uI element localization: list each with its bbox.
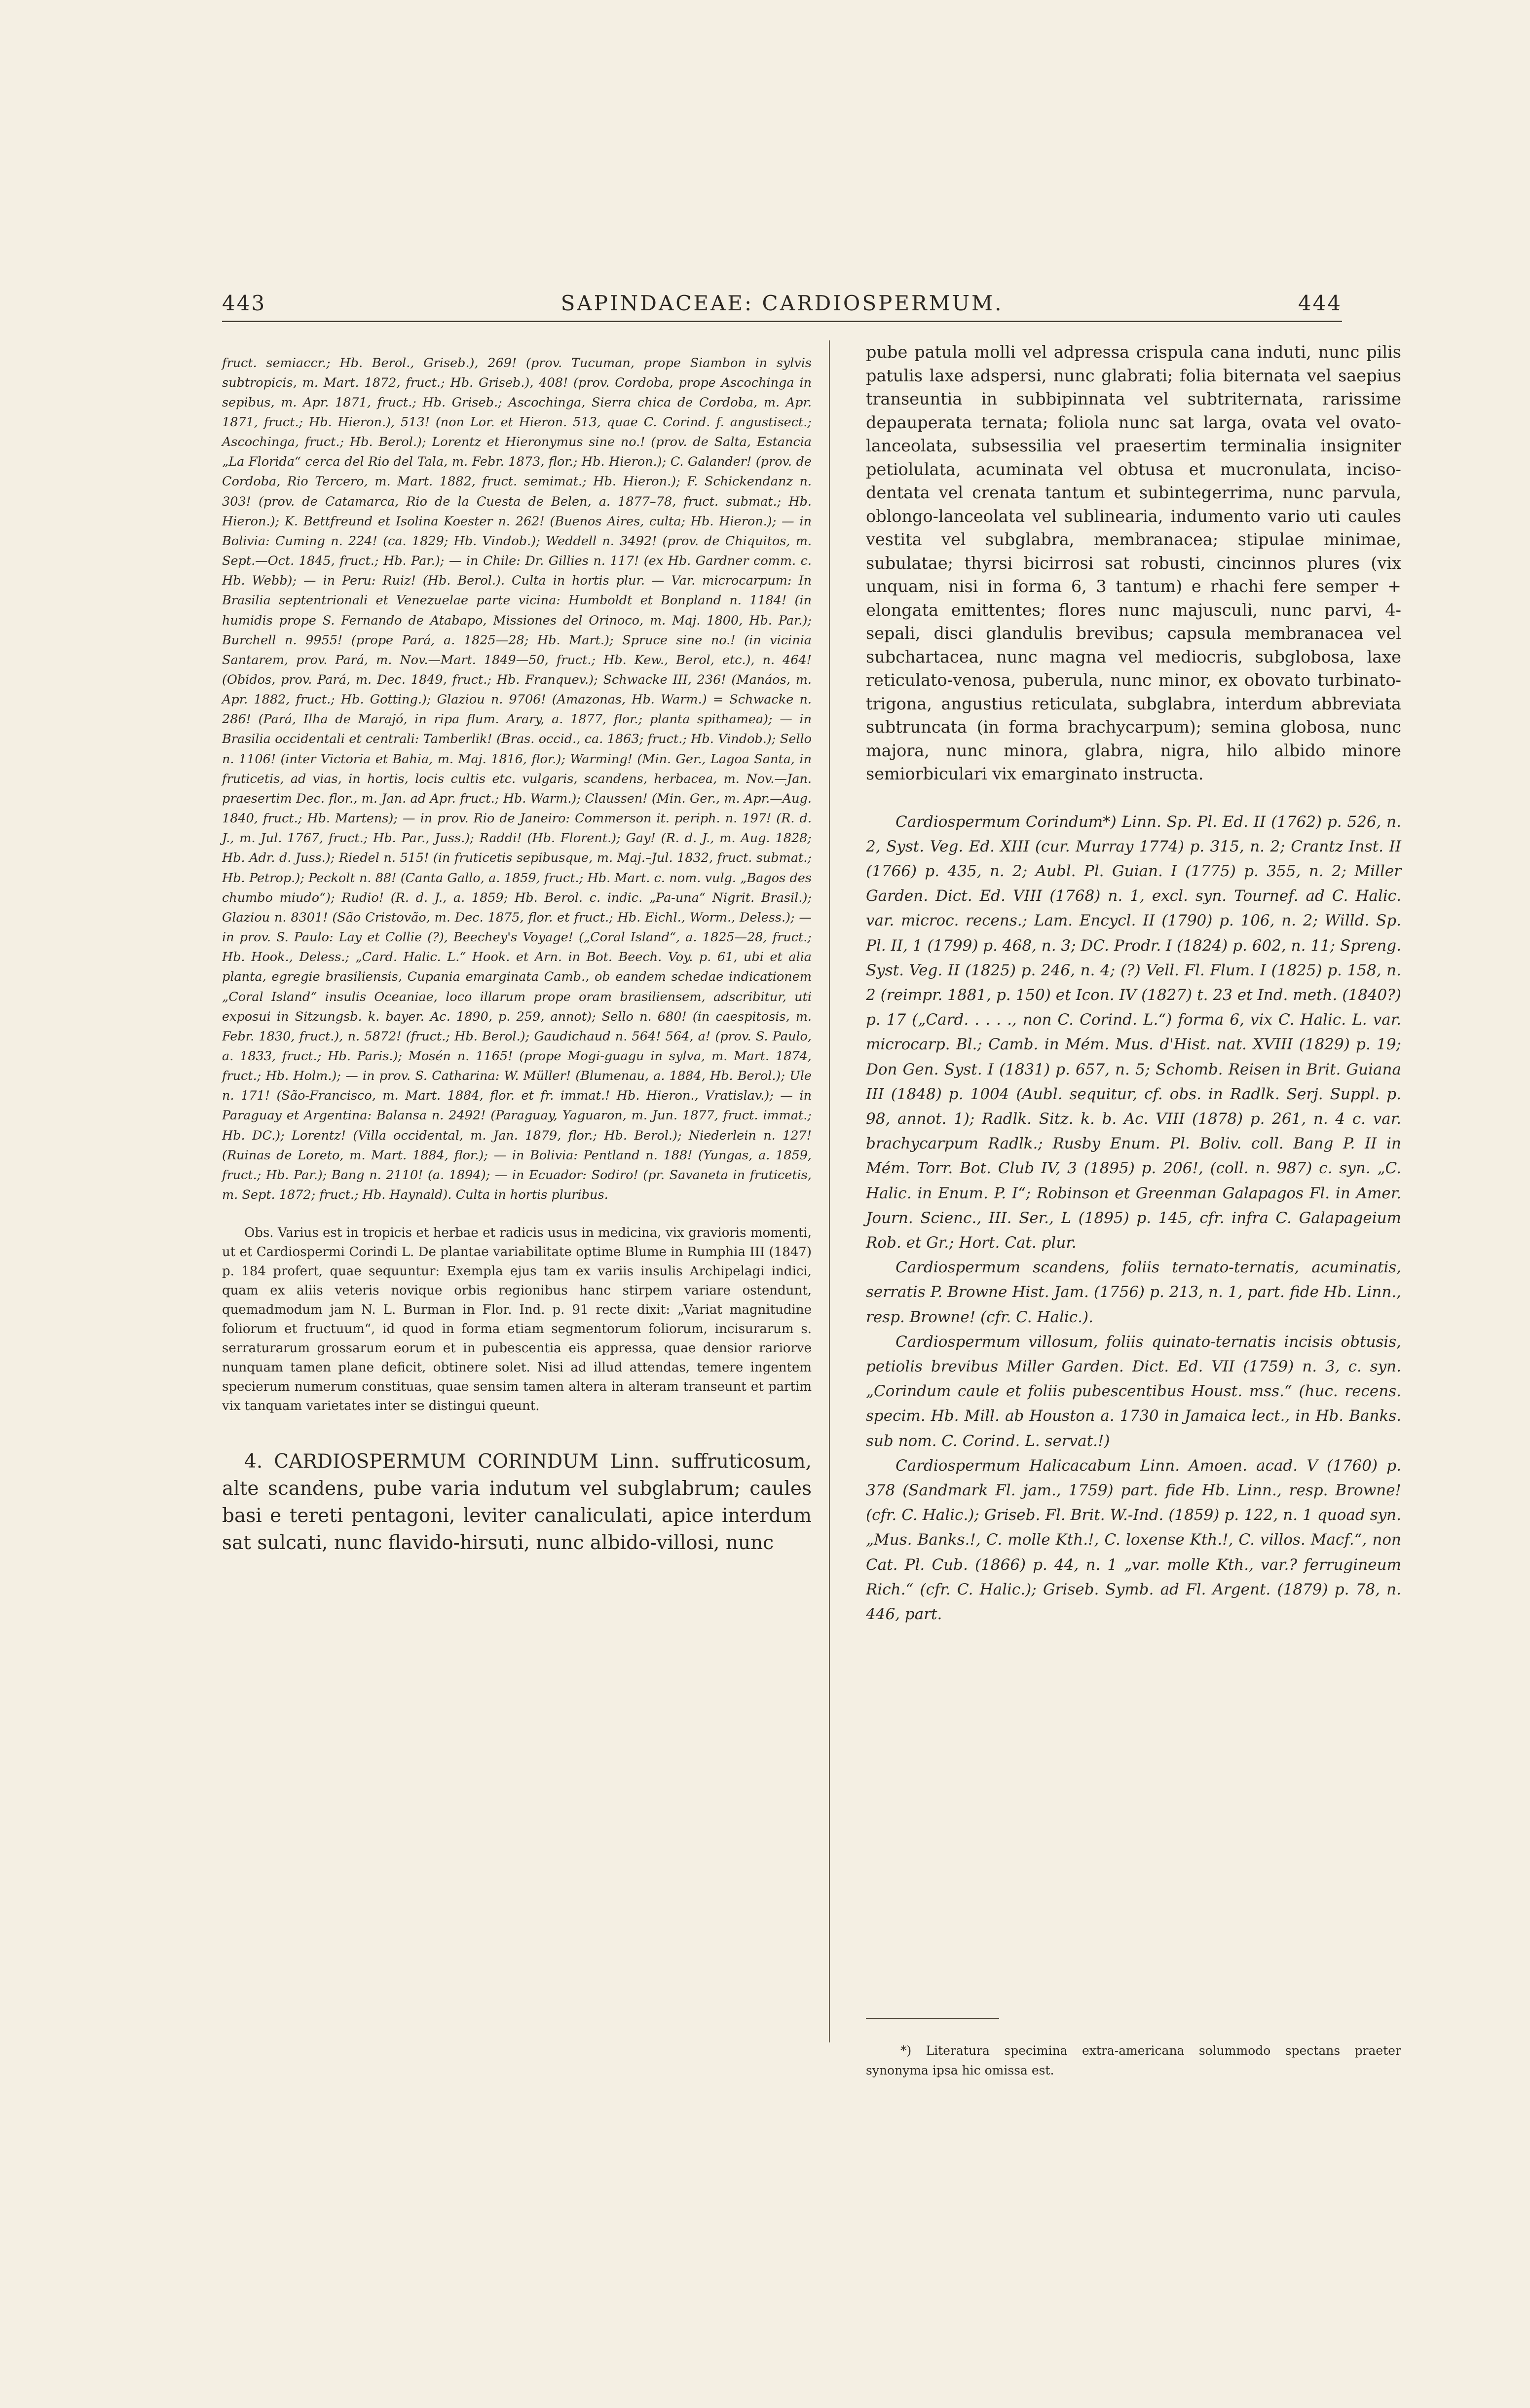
header-rule — [222, 321, 1342, 322]
localities-paragraph: fruct. semiaccr.; Hb. Berol., Griseb.), 269! (prov. Tucuman, prope Siambon in sylvis subtropicis, m. Mart. 1872, fruct.; Hb. Griseb.), 408! (prov. Cordoba, prope Ascochinga in sepibus, m. Apr. 1871, fruct.; Hb. Griseb.; Ascochinga, Sierra chica de Cordoba, m. Apr. 1871, fruct.; Hb. Hieron.), 513! (non Lor. et Hieron. 513, quae C. Corind. f. angustisect.; Ascochinga, fruct.; Hb. Berol.); Lorentz et Hieronymus sine no.! (prov. de Salta, Estancia „La Florida“ cerca del Rio del Tala, m. Febr. 1873, flor.; Hb. Hieron.); C. Galander! (prov. de Cordoba, Rio Tercero, m. Mart. 1882, fruct. semimat.; Hb. Hieron.); F. Schickendanz n. 303! (prov. de Catamarca, Rio de la Cuesta de Belen, a. 1877–78, fruct. submat.; Hb. Hieron.); K. Bettfreund et Isolina Koester n. 262! (Buenos Aires, culta; Hb. Hieron.); — in Bolivia: Cuming n. 224! (ca. 1829; Hb. Vindob.); Weddell n. 3492! (prov. de Chiquitos, m. Sept.—Oct. 1845, fruct.; Hb. Par.); — in Chile: Dr. Gillies n. 117! (ex Hb. Gardner comm. c. Hb. Webb); — in Peru: Ruiz! (Hb. Berol.). Culta in hortis plur. — Var. microcarpum: In Brasilia septentrionali et Venezuelae parte vicina: Humboldt et Bonpland n. 1184! (in humidis prope S. Fernando de Atabapo, Missiones del Orinoco, m. Maj. 1800, Hb. Par.); Burchell n. 9955! (prope Pará, a. 1825—28; Hb. Mart.); Spruce sine no.! (in vicinia Santarem, prov. Pará, m. Nov.—Mart. 1849—50, fruct.; Hb. Kew., Berol, etc.), n. 464! (Obidos, prov. Pará, m. Dec. 1849, fruct.; Hb. Franquev.); Schwacke III, 236! (Manáos, m. Apr. 1882, fruct.; Hb. Gotting.); Glaziou n. 9706! (Amazonas, Hb. Warm.) = Schwacke n. 286! (Pará, Ilha de Marajó, in ripa flum. Arary, a. 1877, flor.; planta spithamea); — in Brasilia occidentali et centrali: Tamberlik! (Bras. occid., ca. 1863; fruct.; Hb. Vindob.); Sello n. 1106! (inter Victoria et Bahia, m. Maj. 1816, flor.); Warming! (Min. Ger., Lagoa Santa, in fruticetis, ad vias, in hortis, locis cultis etc. vulgaris, scandens, herbacea, m. Nov.—Jan. praesertim Dec. flor., m. Jan. ad Apr. fruct.; Hb. Warm.); Claussen! (Min. Ger., m. Apr.—Aug. 1840, fruct.; Hb. Martens); — in prov. Rio de Janeiro: Commerson it. periph. n. 197! (R. d. J., m. Jul. 1767, fruct.; Hb. Par., Juss.); Raddi! (Hb. Florent.); Gay! (R. d. J., m. Aug. 1828; Hb. Adr. d. Juss.); Riedel n. 515! (in fruticetis sepibusque, m. Maj.–Jul. 1832, fruct. submat.; Hb. Petrop.); Peckolt n. 88! (Canta Gallo, a. 1859, fruct.; Hb. Mart. c. nom. vulg. „Bagos des chumbo miudo“); Rudio! (R. d. J., a. 1859; Hb. Berol. c. indic. „Pa-una“ Nigrit. Brasil.); Glaziou n. 8301! (São Cristovão, m. Dec. 1875, flor. et fruct.; Hb. Eichl., Worm., Deless.); — in prov. S. Paulo: Lay et Collie (?), Beechey's Voyage! („Coral Island“, a. 1825—28, fruct.; Hb. Hook., Deless.; „Card. Halic. L.“ Hook. et Arn. in Bot. Beech. Voy. p. 61, ubi et alia planta, egregie brasiliensis, Cupania emarginata Camb., ob eandem schedae indicationem „Coral Island“ insulis Oceaniae, loco illarum prope oram brasiliensem, adscribitur, uti exposui in Sitzungsb. k. bayer. Ac. 1890, p. 259, annot); Sello n. 680! (in caespitosis, m. Febr. 1830, fruct.), n. 5872! (fruct.; Hb. Berol.); Gaudichaud n. 564! 564, a! (prov. S. Paulo, a. 1833, fruct.; Hb. Paris.); Mosén n. 1165! (prope Mogi-guagu in sylva, m. Mart. 1874, fruct.; Hb. Holm.); — in prov. S. Catharina: W. Müller! (Blumenau, a. 1884, Hb. Berol.); Ule n. 171! (São-Francisco, m. Mart. 1884, flor. et fr. immat.! Hb. Hieron., Vratislav.); — in Paraguay et Argentina: Balansa n. 2492! (Paraguay, Yaguaron, m. Jun. 1877, fruct. immat.; Hb. DC.); Lorentz! (Villa occidental, m. Jan. 1879, flor.; Hb. Berol.); Niederlein n. 127! (Ruinas de Loreto, m. Mart. 1884, flor.); — in Bolivia: Pentland n. 188! (Yungas, a. 1859, fruct.; Hb. Par.); Bang n. 2110! (a. 1894); — in Ecuador: Sodiro! (pr. Savaneta in fruticetis, m. Sept. 1872; fruct.; Hb. Haynald). Culta in hortis pluribus. — [222, 355, 812, 1203]
footnote: *) Literatura specimina extra-americana solummodo spectans praeter synonyma ipsa hic omissa est. — [866, 2043, 1401, 2077]
species-heading: 4. CARDIOSPERMUM CORINDUM Linn. suffruticosum, alte scandens, pube varia indutum vel subglabrum; caules basi e tereti pentagoni, leviter canaliculati, apice interdum sat sulcati, nunc flavido-hirsuti, nunc albido-villosi, nunc — [222, 1450, 812, 1555]
synonym-paragraph: Cardiospermum villosum, foliis quinato-ternatis incisis obtusis, petiolis brevibus Miller Garden. Dict. Ed. VII (1759) n. 3, c. syn. „Corindum caule et foliis pubescentibus Houst. mss.“ (huc. recens. specim. Hb. Mill. ab Houston a. 1730 in Jamaica lect., in Hb. Banks. sub nom. C. Corind. L. servat.!) — [866, 1333, 1401, 1450]
synonym-paragraph: Cardiospermum Halicacabum Linn. Amoen. acad. V (1760) p. 378 (Sandmark Fl. jam., 1759) part. fide Hb. Linn., resp. Browne! (cfr. C. Halic.); Griseb. Fl. Brit. W.-Ind. (1859) p. 122, n. 1 quoad syn. „Mus. Banks.!, C. molle Kth.!, C. loxense Kth.!, C. villos. Macf.“, non Cat. Pl. Cub. (1866) p. 44, n. 1 „var. molle Kth., var.? ferrugineum Rich.“ (cfr. C. Halic.); Griseb. Symb. ad Fl. Argent. (1879) p. 78, n. 446, part. — [866, 1456, 1401, 1623]
synonym-paragraph: Cardiospermum scandens, foliis ternato-ternatis, acuminatis, serratis P. Browne Hist. Jam. (1756) p. 213, n. 1, part. fide Hb. Linn., resp. Browne! (cfr. C. Halic.). — [866, 1259, 1401, 1326]
footnote-rule — [866, 2018, 999, 2019]
page-number-left: 443 — [222, 291, 266, 315]
description-paragraph: pube patula molli vel adpressa crispula cana induti, nunc pilis patulis laxe adspersi, nunc glabrati; folia biternata vel saepius transeuntia in subbipinnata vel subtriternata, rarissime depauperata ternata; foliola nunc sat larga, ovata vel ovato-lanceolata, subsessilia vel praesertim terminalia insigniter petiolulata, acuminata vel obtusa et mucronulata, inciso-dentata vel crenata tantum et subintegerrima, nunc parvula, oblongo-lanceolata vel sublinearia, indumento vario uti caules vestita vel subglabra, membranacea; stipulae minimae, subulatae; thyrsi bicirrosi sat robusti, cincinnos plures (vix unquam, nisi in forma 6, 3 tantum) e rhachi fere semper + elongata emittentes; flores nunc majusculi, nunc parvi, 4-sepali, disci glandulis brevibus; capsula membranacea vel subchartacea, nunc magna vel mediocris, subglobosa, laxe reticulato-venosa, puberula, nunc minor, ex obovato turbinato-trigona, angustius reticulata, subglabra, interdum abbreviata subtruncata (in forma brachycarpum); semina globosa, nunc majora, nunc minora, glabra, nigra, hilo albido minore semiorbiculari vix emarginato instructa. — [866, 342, 1401, 783]
column-divider — [829, 340, 830, 2042]
right-column — [866, 340, 1401, 1627]
left-column — [222, 340, 812, 1576]
synonym-paragraph: Cardiospermum Corindum*) Linn. Sp. Pl. Ed. II (1762) p. 526, n. 2, Syst. Veg. Ed. XIII (cur. Murray 1774) p. 315, n. 2; Crantz Inst. II (1766) p. 435, n. 2; Aubl. Pl. Guian. I (1775) p. 355, n. 2; Miller Garden. Dict. Ed. VIII (1768) n. 1, excl. syn. Tournef. ad C. Halic. var. microc. recens.; Lam. Encycl. II (1790) p. 106, n. 2; Willd. Sp. Pl. II, 1 (1799) p. 468, n. 3; DC. Prodr. I (1824) p. 602, n. 11; Spreng. Syst. Veg. II (1825) p. 246, n. 4; (?) Vell. Fl. Flum. I (1825) p. 158, n. 2 (reimpr. 1881, p. 150) et Icon. IV (1827) t. 23 et Ind. meth. (1840?) p. 17 („Card. . . . ., non C. Corind. L.“) forma 6, vix C. Halic. L. var. microcarp. Bl.; Camb. in Mém. Mus. d'Hist. nat. XVIII (1829) p. 19; Don Gen. Syst. I (1831) p. 657, n. 5; Schomb. Reisen in Brit. Guiana III (1848) p. 1004 (Aubl. sequitur, cf. obs. in Radlk. Serj. Suppl. p. 98, annot. 1); Radlk. Sitz. k. b. Ac. VIII (1878) p. 261, n. 4 c. var. brachycarpum Radlk.; Rusby Enum. Pl. Boliv. coll. Bang P. II in Mém. Torr. Bot. Club IV, 3 (1895) p. 206!, (coll. n. 987) c. syn. „C. Halic. in Enum. P. I“; Robinson et Greenman Galapagos Fl. in Amer. Journ. Scienc., III. Ser., L (1895) p. 145, cfr. infra C. Galapageium Rob. et Gr.; Hort. Cat. plur. — [866, 813, 1401, 1252]
running-header — [222, 291, 1342, 321]
running-title: SAPINDACEAE: CARDIOSPERMUM. — [560, 291, 1004, 315]
observation-paragraph: Obs. Varius est in tropicis et herbae et radicis usus in medicina, vix gravioris momenti, ut et Cardiospermi Corindi L. De plantae variabilitate optime Blume in Rumphia III (1847) p. 184 profert, quae sequuntur: Exempla ejus tam ex variis insulis Archipelagi indici, quam ex aliis veteris novique orbis regionibus hanc stirpem variare ostendunt, quemadmodum jam N. L. Burman in Flor. Ind. p. 91 recte dixit: „Variat magnitudine foliorum et fructuum“, id quod in forma etiam segmentorum foliorum, incisurarum s. serraturarum grossarum eorum et in pubescentia eis appressa, quae densior rariorve nunquam tamen plane deficit, obtinere solet. Nisi ad illud attendas, temere ingentem specierum numerum constituas, quae sensim tamen altera in alteram transeunt et partim vix tanquam varietates inter se distingui queunt. — [222, 1225, 812, 1414]
page-number-right: 444 — [1298, 291, 1342, 315]
